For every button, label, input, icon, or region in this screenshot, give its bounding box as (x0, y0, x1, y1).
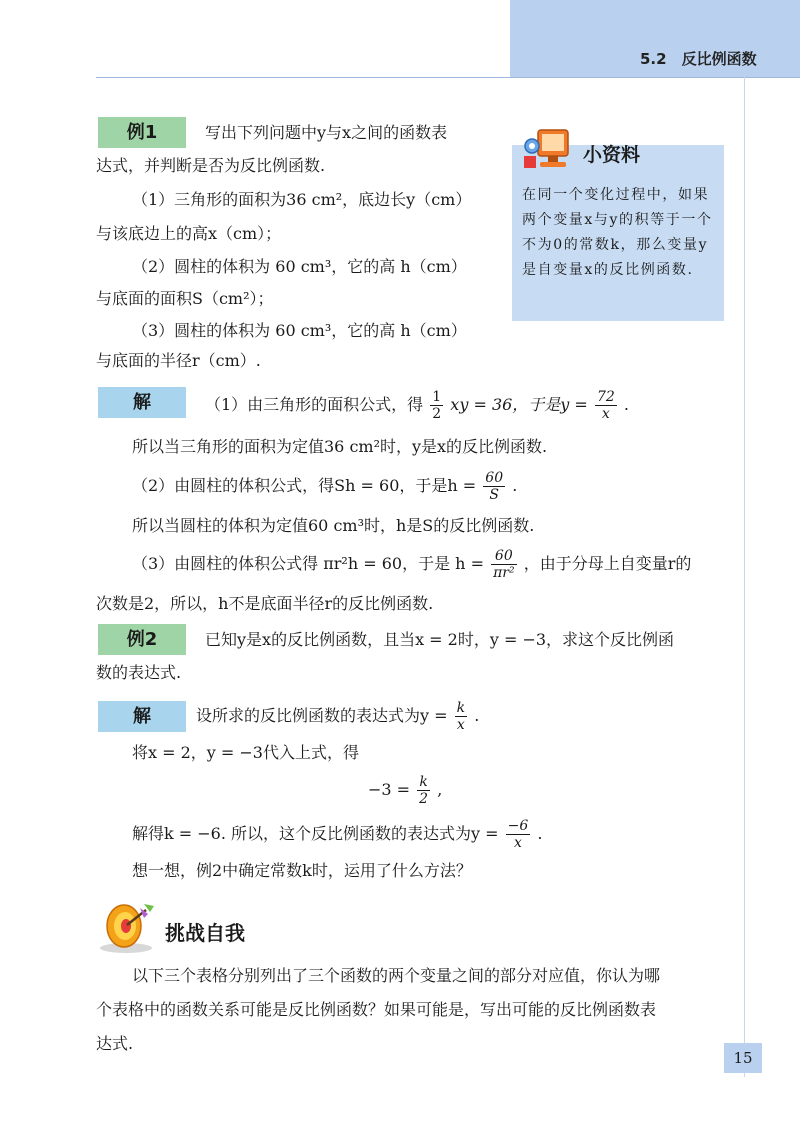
solution-1-part-3-tail: ，由于分母上自变量r的 (523, 554, 692, 573)
section-heading: 5.2 反比例函数 (640, 50, 757, 68)
example-2-line1: 已知y是x的反比例函数，且当x = 2时，y = −3，求这个反比例函 (205, 630, 675, 649)
solution-1-label: 解 (98, 387, 186, 418)
solution-2-line1-text: 设所求的反比例函数的表达式为y = (196, 706, 448, 725)
fraction-numerator: 72 (596, 389, 615, 405)
sidebar-text: 在同一个变化过程中，如果两个变量x与y的积等于一个不为0的常数k，那么变量y是自变量x的反比例函数. (522, 187, 713, 278)
solution-1-part-2-conclusion: 所以当圆柱的体积为定值60 cm³时，h是S的反比例函数. (132, 516, 535, 535)
equation-left-side: −3 = (368, 780, 411, 799)
solution-2-line2: 将x = 2，y = −3代入上式，得 (132, 743, 359, 762)
solution-2-line4-text: 解得k = −6. 所以，这个反比例函数的表达式为y = (132, 824, 499, 843)
fraction-numerator: k (456, 700, 466, 716)
sidebar-title: 小资料 (583, 144, 641, 166)
page-number: 15 (724, 1043, 762, 1073)
period: . (623, 395, 629, 414)
example-1-intro-line1: 写出下列问题中y与x之间的函数表 (205, 123, 448, 142)
fraction-denominator: S (489, 487, 499, 503)
example-1-question-3-line1: （3）圆柱的体积为 60 cm³，它的高 h（cm） (132, 321, 467, 340)
fraction-denominator: x (601, 406, 610, 422)
example-1-question-2-line1: （2）圆柱的体积为 60 cm³，它的高 h（cm） (132, 257, 467, 276)
fraction-denominator: πr² (493, 565, 515, 581)
solution-1-part-2-text: （2）由圆柱的体积公式，得Sh = 60，于是h = (132, 476, 477, 495)
solution-1-part-1-conclusion: 所以当三角形的面积为定值36 cm²时，y是x的反比例函数. (132, 437, 548, 456)
example-1-intro-line2: 达式，并判断是否为反比例函数. (96, 156, 326, 175)
k-over-two-fraction (417, 774, 430, 807)
fraction-numerator: −6 (507, 818, 529, 834)
example-1-question-1-line2: 与该底边上的高x（cm）； (96, 224, 282, 243)
solution-1-part-3 (132, 544, 691, 584)
computer-icon (520, 126, 572, 174)
challenge-line2: 个表格中的函数关系可能是反比例函数？如果可能是，写出可能的反比例函数表 (96, 1000, 657, 1019)
solution-1-part-1-text: （1）由三角形的面积公式，得 (205, 395, 424, 414)
period: . (537, 824, 543, 843)
solution-2-line4 (132, 814, 543, 854)
seventy-two-over-x-fraction (595, 389, 617, 422)
fraction-denominator: 2 (419, 791, 429, 807)
example-1-question-3-line2: 与底面的半径r（cm）. (96, 351, 261, 370)
solution-1-part-3-text: （3）由圆柱的体积公式得 πr²h = 60，于是 h = (132, 554, 484, 573)
challenge-line3: 达式. (96, 1034, 134, 1053)
solution-2-line1 (196, 696, 479, 736)
period: . (512, 476, 518, 495)
fraction-numerator: k (417, 774, 430, 791)
one-half-fraction (430, 389, 443, 422)
solution-2-equation (368, 770, 442, 810)
example-1-question-1-line1: （1）三角形的面积为36 cm²，底边长y（cm） (132, 190, 472, 209)
sixty-over-pi-r-squared-fraction (491, 548, 517, 581)
target-icon (96, 898, 160, 956)
solution-1-part-2 (132, 466, 517, 506)
solution-1-part-3-conclusion: 次数是2，所以，h不是底面半径r的反比例函数. (96, 594, 434, 613)
example-1-question-2-line2: 与底面的面积S（cm²）； (96, 289, 274, 308)
example-2-label: 例2 (98, 624, 186, 655)
fraction-denominator: 2 (432, 406, 442, 422)
fraction-denominator: x (456, 717, 465, 733)
sixty-over-s-fraction (483, 470, 505, 503)
fraction-denominator: x (514, 835, 522, 851)
fraction-numerator: 60 (491, 548, 517, 565)
example-2-line2: 数的表达式. (96, 663, 182, 682)
fraction-numerator: 1 (432, 389, 442, 405)
challenge-title: 挑战自我 (165, 921, 245, 945)
period: . (474, 706, 480, 725)
example-1-label: 例1 (98, 117, 186, 148)
margin-line (744, 77, 745, 1077)
minus-six-over-x-fraction (506, 818, 531, 851)
k-over-x-fraction (455, 700, 467, 733)
comma: , (437, 780, 443, 799)
challenge-line1: 以下三个表格分别列出了三个函数的两个变量之间的部分对应值，你认为哪 (132, 966, 661, 985)
solution-1-part-1-equation: xy = 36，于是y = (450, 395, 588, 414)
solution-2-label: 解 (98, 701, 186, 732)
header-rule (96, 77, 800, 78)
solution-1-part-1 (205, 388, 629, 422)
fraction-numerator: 60 (485, 470, 504, 486)
solution-2-line5: 想一想，例2中确定常数k时，运用了什么方法？ (132, 861, 472, 880)
